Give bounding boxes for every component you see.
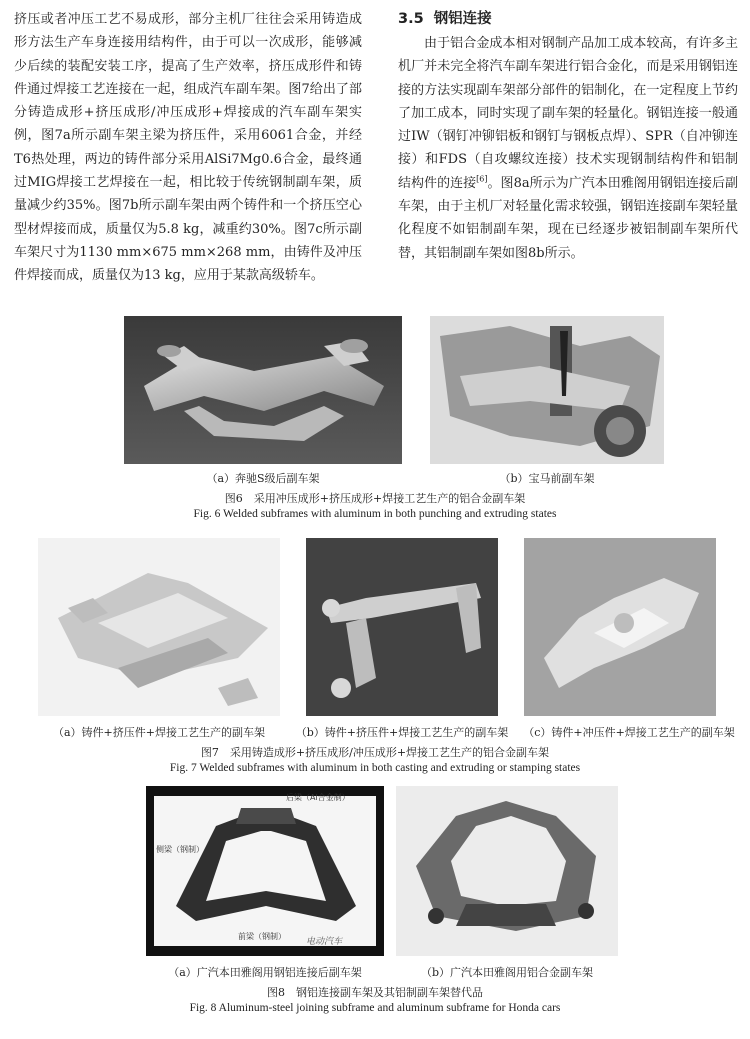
fig8a-label-front-beam: 前梁（钢制） xyxy=(238,932,286,941)
fig6b-photo xyxy=(430,316,664,464)
fig7-caption-cn: 图7 采用铸造成形+挤压成形/冲压成形+焊接工艺生产的铝合金副车架 xyxy=(200,746,550,759)
fig6-caption-cn: 图6 采用冲压成形+挤压成形+焊接工艺生产的铝合金副车架 xyxy=(224,492,526,505)
fig8a-photo xyxy=(146,786,384,956)
fig8-caption-en: Fig. 8 Aluminum-steel joining subframe and aluminum subframe for Honda cars xyxy=(189,1002,561,1014)
citation-ref: [6] xyxy=(476,174,488,184)
fig7c-photo xyxy=(524,538,716,716)
fig8b-photo xyxy=(396,786,618,956)
section-title: 钢铝连接 xyxy=(433,11,492,27)
fig8b-label: （b）广汽本田雅阁用铝合金副车架 xyxy=(420,966,594,979)
fig7a-label: （a）铸件+挤压件+焊接工艺生产的副车架 xyxy=(53,726,265,739)
fig8a-label-side-beam: 侧梁（钢制） xyxy=(156,845,204,854)
fig7c-label: （c）铸件+冲压件+焊接工艺生产的副车架 xyxy=(523,726,735,739)
fig7b-label: （b）铸件+挤压件+焊接工艺生产的副车架 xyxy=(295,726,509,739)
fig7a-photo xyxy=(38,538,280,716)
right-paragraph xyxy=(398,32,738,265)
fig8-caption-cn: 图8 钢铝连接副车架及其铝制副车架替代品 xyxy=(267,986,483,999)
left-column xyxy=(14,8,362,288)
right-column xyxy=(398,8,738,265)
left-paragraph: 挤压或者冲压工艺不易成形，部分主机厂往往会采用铸造成形方法生产车身连接用结构件，由于可以一次成形，能够减少后续的装配安装工序，提高了生产效率，挤压成形件和铸件通过焊接工艺连接在一起，组成汽车副车架。图7给出了部分铸造成形+挤压成形/冲压成形+焊接成的汽车副车架实例，图7a所示副车架主梁为挤压件，采用6061合金，并经T6热处理，两边的铸件部分采用AlSi7Mg0.6合金，最终通过MIG焊接工艺焊接在一起，相比较于传统钢制副车架，质量减少约35%。图7b所示副车架由两个铸件和一个挤压空心型材焊接而成，质量仅为5.8 kg，减重约30%。图7c所示副车架尺寸为1130 mm×675 mm×268 mm，由铸件及冲压件焊接而成，质量仅为13 kg，应用于某款高级轿车。 xyxy=(14,12,362,284)
fig7-caption-en: Fig. 7 Welded subframes with aluminum in both casting and extruding or stamping states xyxy=(169,762,581,774)
fig6-caption-en: Fig. 6 Welded subframes with aluminum in both punching and extruding states xyxy=(193,508,557,520)
right-paragraph-tail: 。图8a所示为广汽本田雅阁用钢铝连接后副车架，由于主机厂对轻量化需求较强，钢铝连接副车架轻量化程度不如铝制副车架，现在已经逐步被铝制副车架所代替，其铝制副车架如图8b所示。 xyxy=(398,175,738,261)
fig8a-label: （a）广汽本田雅阁用钢铝连接后副车架 xyxy=(168,966,362,979)
fig6b-label: （b）宝马前副车架 xyxy=(499,472,595,485)
fig7b-photo xyxy=(306,538,498,716)
fig8a-label-rear-beam: 后梁（Al合金制） xyxy=(286,793,350,802)
section-number: 3.5 xyxy=(398,11,424,27)
right-paragraph-main: 由于铝合金成本相对钢制产品加工成本较高，有许多主机厂并未完全将汽车副车架进行铝合金化，而是采用钢铝连接的方法实现副车架部分部件的铝制化，在一定程度上节约了加工成本，同时实现了副车架的轻量化。钢铝连接一般通过IW（钢钉冲铆铝板和钢钉与钢板点焊）、SPR（自冲铆连接）和FDS（自攻螺纹连接）技术实现钢制结构件和铝制结构件的连接 xyxy=(398,36,738,191)
section-heading xyxy=(398,8,738,30)
fig6a-label: （a）奔驰S级后副车架 xyxy=(206,472,320,485)
fig6a-photo xyxy=(124,316,402,464)
fig8a-watermark: 电动汽车 xyxy=(306,937,343,947)
